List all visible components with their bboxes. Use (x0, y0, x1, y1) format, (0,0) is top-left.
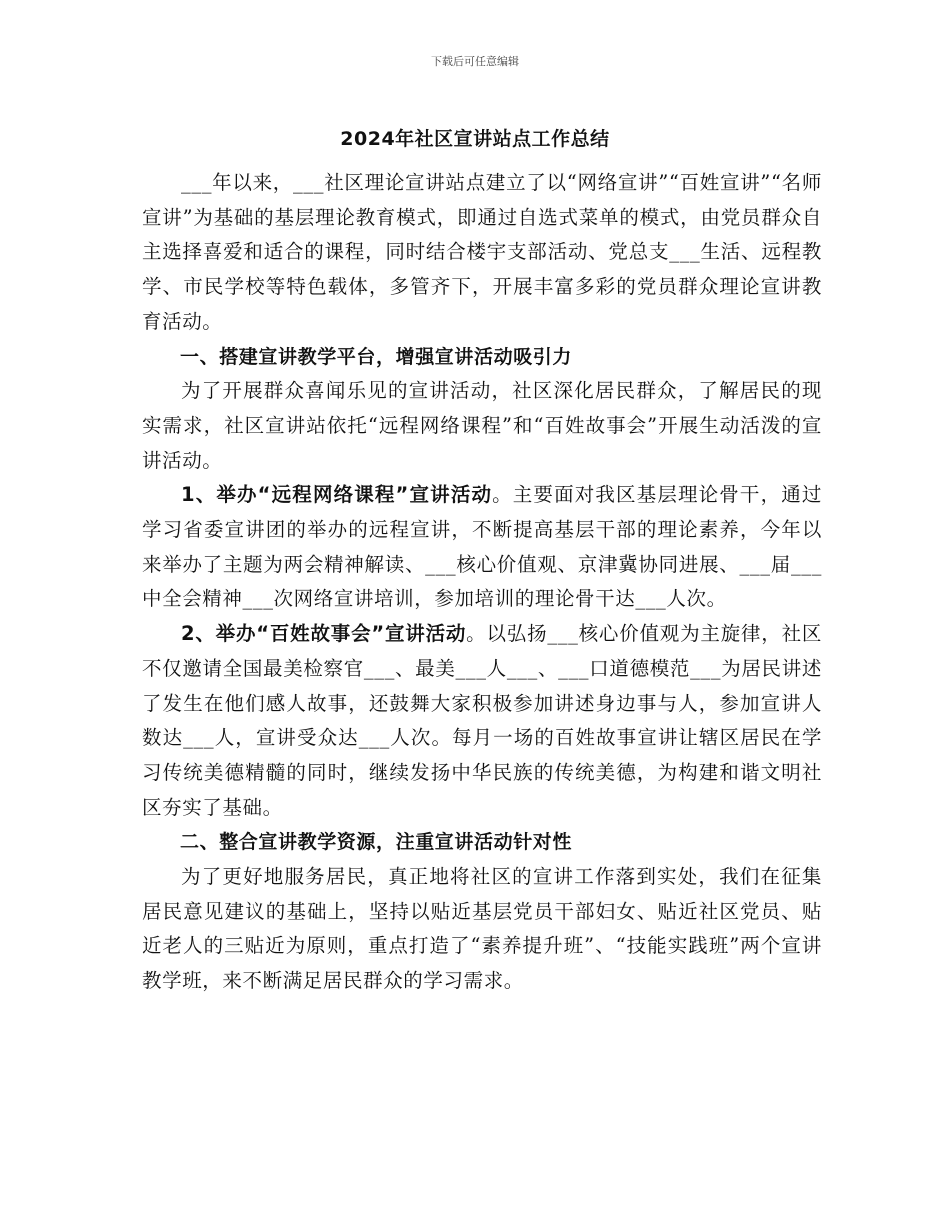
item-1-lead: 1、举办“远程网络课程”宣讲活动 (181, 483, 493, 507)
section-1-heading: 一、搭建宣讲教学平台，增强宣讲活动吸引力 (180, 345, 573, 368)
section-1-item-2 (142, 617, 822, 825)
document-body (142, 166, 822, 999)
item-2-lead: 2、举办“百姓故事会”宣讲活动 (181, 622, 467, 646)
section-2-heading: 二、整合宣讲教学资源，注重宣讲活动针对性 (180, 831, 573, 854)
section-2-paragraph: 为了更好地服务居民，真正地将社区的宣讲工作落到实处，我们在征集居民意见建议的基础上，坚持以贴近基层党员干部妇女、贴近社区党员、贴近老人的三贴近为原则，重点打造了“素养提升班”、“技能实践班”两个宣讲教学班，来不断满足居民群众的学习需求。 (142, 865, 822, 993)
page-header-note: 下载后可任意编辑 (431, 55, 519, 68)
item-1-text: 。主要面对我区基层理论骨干，通过学习省委宣讲团的举办的远程宣讲，不断提高基层干部的理论素养，今年以来举办了主题为两会精神解读、___核心价值观、京津冀协同进展、___届___中全会精神___次网络宣讲培训，参加培训的理论骨干达___人次。 (142, 483, 822, 611)
section-1-item-1 (142, 478, 822, 617)
document-title: 2024年社区宣讲站点工作总结 (340, 128, 610, 150)
item-2-text: 。以弘扬___核心价值观为主旋律，社区不仅邀请全国最美检察官___、最美___人___、___口道德模范___为居民讲述了发生在他们感人故事，还鼓舞大家积极参加讲述身边事与人，参加宣讲人数达___人，宣讲受众达___人次。每月一场的百姓故事宣讲让辖区居民在学习传统美德精髓的同时，继续发扬中华民族的传统美德，为构建和谐文明社区夯实了基础。 (142, 622, 822, 819)
intro-paragraph: ___年以来，___社区理论宣讲站点建立了以“网络宣讲”“百姓宣讲”“名师宣讲”为基础的基层理论教育模式，即通过自选式菜单的模式，由党员群众自主选择喜爱和适合的课程，同时结合楼宇支部活动、党总支___生活、远程教学、市民学校等特色载体，多管齐下，开展丰富多彩的党员群众理论宣讲教育活动。 (142, 171, 822, 333)
section-1-paragraph: 为了开展群众喜闻乐见的宣讲活动，社区深化居民群众，了解居民的现实需求，社区宣讲站依托“远程网络课程”和“百姓故事会”开展生动活泼的宣讲活动。 (142, 379, 822, 472)
